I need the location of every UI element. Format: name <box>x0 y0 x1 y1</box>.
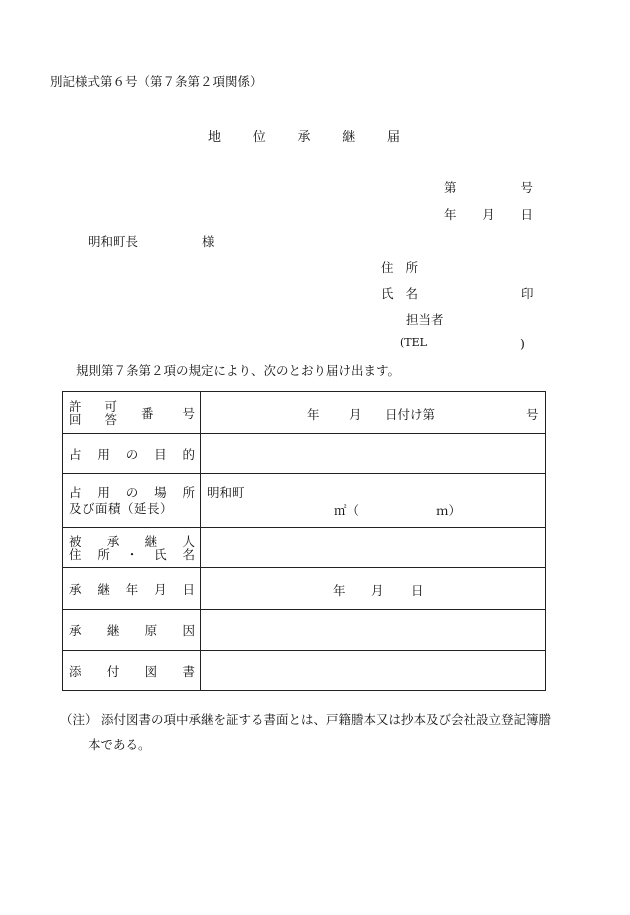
purpose-label <box>63 434 201 474</box>
predecessor-label-char: 継 <box>144 533 158 549</box>
note-line-2: 本である。 <box>88 737 151 752</box>
area-unit: ㎡（ <box>334 503 360 518</box>
name-label-char: 名 <box>405 286 418 301</box>
permit-value[interactable] <box>201 392 546 434</box>
address-label <box>381 258 418 276</box>
predecessor-label-char: 承 <box>106 533 120 549</box>
note-marker: （注） <box>60 712 98 727</box>
permit-label-char: 可 <box>104 398 117 414</box>
name-label-char: 氏 <box>381 286 394 301</box>
permit-label-char: 番 <box>141 405 154 421</box>
succession-date-label-char: 月 <box>154 581 167 597</box>
table-row-predecessor <box>63 528 546 568</box>
succession-date-value[interactable] <box>201 568 546 610</box>
table-row-reason <box>63 610 546 651</box>
predecessor-label-char: 名 <box>182 546 195 562</box>
table-row-location <box>63 474 546 528</box>
permit-date-text: 日付け第 <box>385 407 436 422</box>
predecessor-label-char: 所 <box>97 546 110 562</box>
succession-year: 年 <box>333 583 346 598</box>
reason-label-char: 原 <box>144 623 158 638</box>
reason-value[interactable] <box>201 610 546 651</box>
doc-number-suffix: 号 <box>520 180 533 195</box>
succession-date-label-char: 継 <box>97 581 110 597</box>
succession-date-label-char: 日 <box>182 581 195 597</box>
attachments-label-char: 図 <box>144 663 158 679</box>
document-number <box>444 178 533 196</box>
table-row-attachments <box>63 651 546 691</box>
location-label <box>63 474 201 528</box>
date-day: 日 <box>520 207 533 222</box>
permit-year: 年 <box>307 407 320 422</box>
location-label-char: 所 <box>182 484 195 500</box>
purpose-label-char: の <box>125 446 139 462</box>
location-town: 明和町 <box>207 485 245 500</box>
attachments-label <box>63 651 201 691</box>
permit-label-char: 号 <box>182 405 195 421</box>
predecessor-label <box>63 528 201 568</box>
succession-month: 月 <box>371 583 384 598</box>
succession-day: 日 <box>411 583 424 598</box>
length-unit: ｍ） <box>436 503 462 518</box>
purpose-label-char: 目 <box>154 446 167 462</box>
reason-label-char: 承 <box>69 623 82 638</box>
purpose-label-char: 占 <box>69 446 82 462</box>
reason-label <box>63 610 201 651</box>
purpose-value[interactable] <box>201 434 546 474</box>
table-row-purpose <box>63 434 546 474</box>
succession-date-label <box>63 568 201 610</box>
permit-number-suffix: 号 <box>526 407 539 422</box>
predecessor-label-char: 氏 <box>154 546 167 562</box>
table-row-permit <box>63 392 546 434</box>
location-label-char: の <box>125 484 139 500</box>
seal-mark: 印 <box>521 286 534 301</box>
note-line-1: 添付図書の項中承継を証する書面とは、戸籍謄本又は抄本及び会社設立登記簿謄 <box>101 712 552 727</box>
predecessor-label-char: 人 <box>182 533 195 549</box>
addressee-name: 明和町長 <box>88 234 139 249</box>
name-label <box>381 284 418 302</box>
title-char: 届 <box>386 130 400 145</box>
tel-open: (TEL <box>400 336 427 349</box>
location-label-char: 用 <box>97 484 110 500</box>
table-row-succession-date <box>63 568 546 610</box>
title-char: 承 <box>297 130 311 145</box>
succession-date-label-char: 承 <box>69 581 82 597</box>
location-label-char: 場 <box>154 484 167 500</box>
predecessor-label-char: 住 <box>69 546 82 562</box>
date-year: 年 <box>444 207 457 222</box>
predecessor-label-char: 被 <box>69 533 82 549</box>
location-label-line2: 及び面積（延長） <box>69 500 174 516</box>
attachments-label-char: 添 <box>69 663 82 679</box>
submission-date <box>444 205 533 223</box>
permit-label-char: 答 <box>104 411 117 427</box>
document-title <box>208 126 400 145</box>
permit-month: 月 <box>349 407 362 422</box>
addressee-honorific: 様 <box>202 234 215 249</box>
location-value[interactable] <box>201 474 546 528</box>
address-label-char: 所 <box>405 260 418 275</box>
form-table <box>62 391 546 691</box>
purpose-label-char: 的 <box>182 446 195 462</box>
reason-label-char: 継 <box>106 623 120 638</box>
intro-statement: 規則第７条第２項の規定により、次のとおり届け出ます。 <box>76 363 401 378</box>
attachments-label-char: 付 <box>106 663 120 679</box>
staff-label: 担当者 <box>406 312 444 327</box>
succession-date-label-char: 年 <box>125 581 139 597</box>
doc-number-prefix: 第 <box>444 180 457 195</box>
permit-label-char: 回 <box>69 411 82 427</box>
address-label-char: 住 <box>381 260 394 275</box>
predecessor-value[interactable] <box>201 528 546 568</box>
attachments-label-char: 書 <box>182 663 195 679</box>
attachments-value[interactable] <box>201 651 546 691</box>
title-char: 位 <box>252 130 266 145</box>
permit-label-char: 許 <box>69 398 82 414</box>
title-char: 地 <box>208 130 222 145</box>
permit-label <box>63 392 201 434</box>
purpose-label-char: 用 <box>97 446 110 462</box>
title-char: 継 <box>342 130 356 145</box>
predecessor-label-char: ・ <box>125 546 139 562</box>
form-number: 別記様式第６号（第７条第２項関係） <box>50 74 263 89</box>
tel-close: ) <box>520 336 525 351</box>
date-month: 月 <box>482 207 495 222</box>
location-label-char: 占 <box>69 484 82 500</box>
reason-label-char: 因 <box>182 623 195 638</box>
